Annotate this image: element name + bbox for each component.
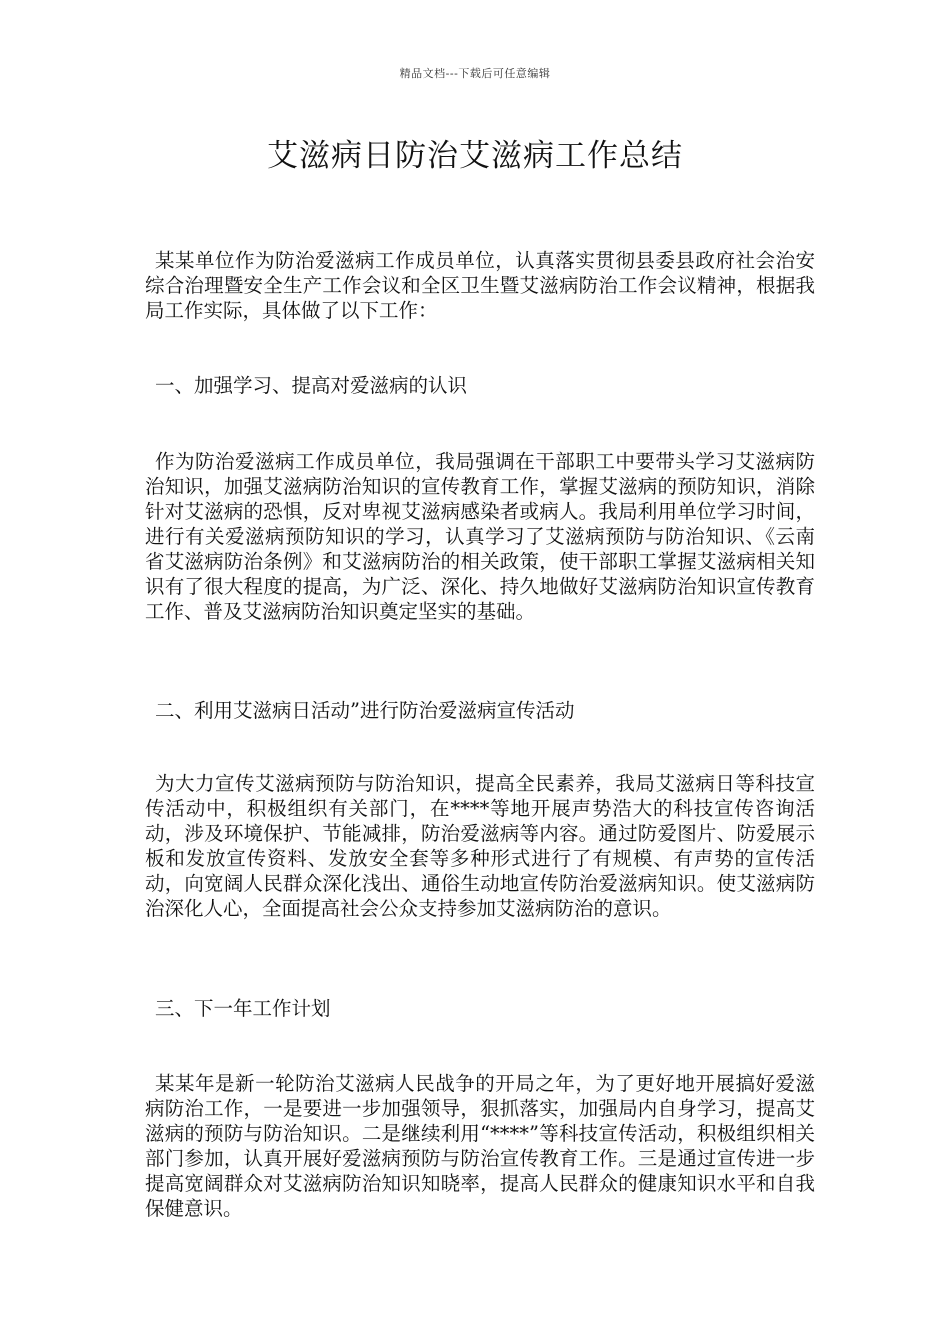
section-3-paragraph: 某某年是新一轮防治艾滋病人民战争的开局之年，为了更好地开展搞好爱滋病防治工作，一是要进一步加强领导，狠抓落实，加强局内自身学习，提高艾滋病的预防与防治知识。二是继续利用“****”等科技宣传活动，积极组织相关部门参加，认真开展好爱滋病预防与防治宣传教育工作。三是通过宣传进一步提高宽阔群众对艾滋病防治知识知晓率，提高人民群众的健康知识水平和自我保健意识。	[145, 1072, 815, 1220]
section-1-heading: 一、加强学习、提高对爱滋病的认识	[155, 374, 468, 397]
page-header-note: 精品文档---下载后可任意编辑	[399, 67, 551, 80]
section-3-heading: 三、下一年工作计划	[155, 997, 331, 1020]
intro-paragraph: 某某单位作为防治爱滋病工作成员单位，认真落实贯彻县委县政府社会治安综合治理暨安全生产工作会议和全区卫生暨艾滋病防治工作会议精神，根据我局工作实际，具体做了以下工作：	[145, 249, 815, 322]
document-title: 艾滋病日防治艾滋病工作总结	[267, 138, 683, 174]
section-1-paragraph: 作为防治爱滋病工作成员单位，我局强调在干部职工中要带头学习艾滋病防治知识，加强艾滋病防治知识的宣传教育工作，掌握艾滋病的预防知识，消除针对艾滋病的恐惧，反对卑视艾滋病感染者或病人。我局利用单位学习时间，进行有关爱滋病预防知识的学习，认真学习了艾滋病预防与防治知识、《云南省艾滋病防治条例》和艾滋病防治的相关政策，使干部职工掌握艾滋病相关知识有了很大程度的提高，为广泛、深化、持久地做好艾滋病防治知识宣传教育工作、普及艾滋病防治知识奠定坚实的基础。	[145, 450, 815, 623]
section-2-paragraph: 为大力宣传艾滋病预防与防治知识，提高全民素养，我局艾滋病日等科技宣传活动中，积极组织有关部门，在****等地开展声势浩大的科技宣传咨询活动，涉及环境保护、节能减排，防治爱滋病等内容。通过防爱图片、防爱展示板和发放宣传资料、发放安全套等多种形式进行了有规模、有声势的宣传活动，向宽阔人民群众深化浅出、通俗生动地宣传防治爱滋病知识。使艾滋病防治深化人心，全面提高社会公众支持参加艾滋病防治的意识。	[145, 772, 815, 920]
section-2-heading: 二、利用艾滋病日活动”进行防治爱滋病宣传活动	[155, 699, 575, 722]
